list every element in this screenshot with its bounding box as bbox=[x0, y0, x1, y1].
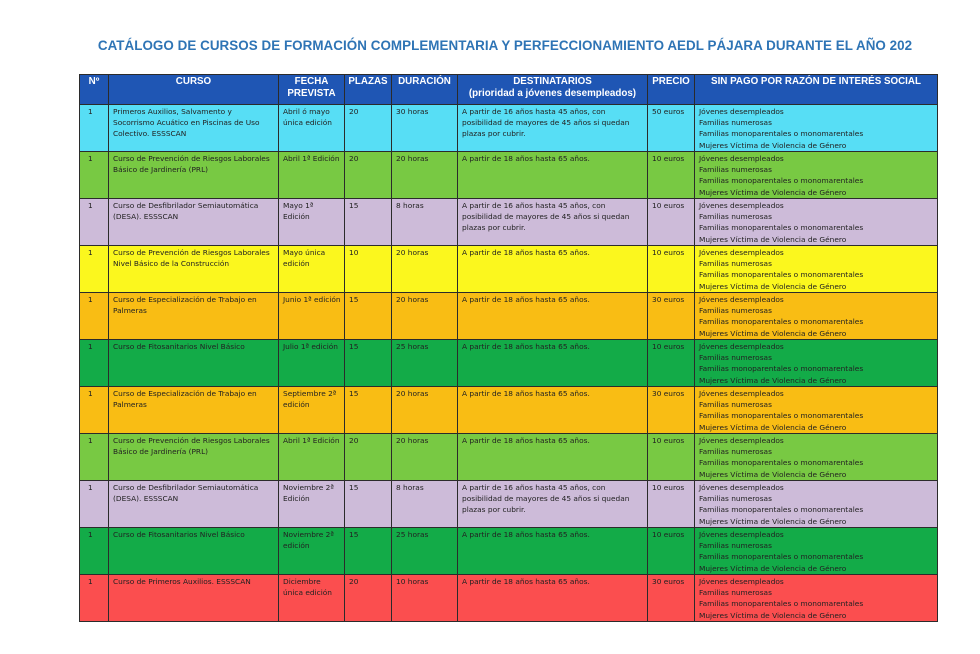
sin-pago-item: Familias monoparentales o monomarentales bbox=[699, 223, 864, 233]
course-catalog-table-wrapper bbox=[79, 74, 937, 622]
sin-pago-item: Familias numerosas bbox=[699, 118, 772, 128]
sin-pago-item: Familias monoparentales o monomarentales bbox=[699, 458, 864, 468]
cell-precio: 10 euros bbox=[648, 481, 695, 528]
table-row bbox=[80, 246, 938, 293]
sin-pago-item: Familias monoparentales o monomarentales bbox=[699, 552, 864, 562]
cell-duracion: 30 horas bbox=[392, 105, 458, 152]
sin-pago-item: Familias monoparentales o monomarentales bbox=[699, 270, 864, 280]
cell-num: 1 bbox=[80, 293, 109, 340]
header-num: Nº bbox=[80, 75, 109, 105]
header-destinatarios-title: DESTINATARIOS bbox=[513, 76, 592, 87]
cell-curso: Curso de Prevención de Riesgos Laborales Nivel Básico de la Construcción bbox=[109, 246, 279, 293]
cell-curso: Curso de Fitosanitarios Nivel Básico bbox=[109, 340, 279, 387]
sin-pago-item: Jóvenes desempleados bbox=[699, 201, 784, 210]
cell-duracion: 20 horas bbox=[392, 246, 458, 293]
header-fecha: FECHA PREVISTA bbox=[279, 75, 345, 105]
sin-pago-item: Familias numerosas bbox=[699, 541, 772, 551]
cell-destinatarios: A partir de 18 años hasta 65 años. bbox=[458, 152, 648, 199]
cell-duracion: 10 horas bbox=[392, 575, 458, 622]
cell-precio: 10 euros bbox=[648, 152, 695, 199]
sin-pago-item: Mujeres Víctima de Violencia de Género bbox=[699, 328, 847, 338]
cell-fecha: Mayo única edición bbox=[279, 246, 345, 293]
cell-curso: Curso de Primeros Auxilios. ESSSCAN bbox=[109, 575, 279, 622]
cell-curso: Curso de Prevención de Riesgos Laborales Básico de Jardinería (PRL) bbox=[109, 434, 279, 481]
sin-pago-item: Jóvenes desempleados bbox=[699, 389, 784, 398]
sin-pago-item: Mujeres Víctima de Violencia de Género bbox=[699, 469, 847, 479]
cell-num: 1 bbox=[80, 199, 109, 246]
sin-pago-item: Familias monoparentales o monomarentales bbox=[699, 364, 864, 374]
cell-sin-pago bbox=[695, 152, 938, 199]
cell-destinatarios: A partir de 18 años hasta 65 años. bbox=[458, 528, 648, 575]
cell-sin-pago bbox=[695, 293, 938, 340]
table-row bbox=[80, 528, 938, 575]
sin-pago-item: Jóvenes desempleados bbox=[699, 342, 784, 351]
sin-pago-item: Familias monoparentales o monomarentales bbox=[699, 317, 864, 327]
cell-sin-pago bbox=[695, 199, 938, 246]
cell-destinatarios: A partir de 18 años hasta 65 años. bbox=[458, 575, 648, 622]
sin-pago-item: Familias numerosas bbox=[699, 353, 772, 363]
sin-pago-item: Jóvenes desempleados bbox=[699, 295, 784, 304]
cell-duracion: 25 horas bbox=[392, 340, 458, 387]
cell-num: 1 bbox=[80, 434, 109, 481]
course-catalog-table bbox=[79, 74, 938, 622]
cell-curso: Curso de Especialización de Trabajo en Palmeras bbox=[109, 387, 279, 434]
cell-num: 1 bbox=[80, 105, 109, 152]
header-destinatarios-subtitle: (prioridad a jóvenes desempleados) bbox=[468, 88, 637, 99]
cell-fecha: Septiembre 2ª edición bbox=[279, 387, 345, 434]
sin-pago-item: Mujeres Víctima de Violencia de Género bbox=[699, 187, 847, 197]
cell-precio: 50 euros bbox=[648, 105, 695, 152]
cell-plazas: 15 bbox=[345, 340, 392, 387]
sin-pago-item: Mujeres Víctima de Violencia de Género bbox=[699, 516, 847, 526]
sin-pago-item: Mujeres Víctima de Violencia de Género bbox=[699, 234, 847, 244]
cell-precio: 30 euros bbox=[648, 575, 695, 622]
header-destinatarios bbox=[458, 75, 648, 105]
cell-fecha: Abril 1ª Edición bbox=[279, 434, 345, 481]
cell-fecha: Mayo 1ª Edición bbox=[279, 199, 345, 246]
sin-pago-item: Jóvenes desempleados bbox=[699, 248, 784, 257]
cell-sin-pago bbox=[695, 528, 938, 575]
table-header bbox=[80, 75, 938, 105]
cell-curso: Primeros Auxilios, Salvamento y Socorrismo Acuático en Piscinas de Uso Colectivo. ESSSCAN bbox=[109, 105, 279, 152]
cell-curso: Curso de Prevención de Riesgos Laborales Básico de Jardinería (PRL) bbox=[109, 152, 279, 199]
cell-sin-pago bbox=[695, 105, 938, 152]
cell-plazas: 15 bbox=[345, 199, 392, 246]
cell-destinatarios: A partir de 16 años hasta 45 años, con posibilidad de mayores de 45 años si quedan plazas por cubrir. bbox=[458, 481, 648, 528]
cell-num: 1 bbox=[80, 481, 109, 528]
cell-duracion: 20 horas bbox=[392, 293, 458, 340]
sin-pago-item: Familias numerosas bbox=[699, 165, 772, 175]
cell-num: 1 bbox=[80, 246, 109, 293]
cell-curso: Curso de Fitosanitarios Nivel Básico bbox=[109, 528, 279, 575]
cell-plazas: 20 bbox=[345, 152, 392, 199]
sin-pago-item: Familias numerosas bbox=[699, 494, 772, 504]
cell-duracion: 20 horas bbox=[392, 152, 458, 199]
cell-plazas: 20 bbox=[345, 105, 392, 152]
sin-pago-item: Familias monoparentales o monomarentales bbox=[699, 176, 864, 186]
cell-sin-pago bbox=[695, 575, 938, 622]
cell-num: 1 bbox=[80, 152, 109, 199]
table-body bbox=[80, 105, 938, 622]
cell-destinatarios: A partir de 18 años hasta 65 años. bbox=[458, 387, 648, 434]
sin-pago-item: Familias monoparentales o monomarentales bbox=[699, 129, 864, 139]
cell-num: 1 bbox=[80, 387, 109, 434]
cell-fecha: Noviembre 2ª Edición bbox=[279, 481, 345, 528]
sin-pago-item: Jóvenes desempleados bbox=[699, 577, 784, 586]
cell-duracion: 25 horas bbox=[392, 528, 458, 575]
cell-precio: 10 euros bbox=[648, 340, 695, 387]
cell-duracion: 20 horas bbox=[392, 434, 458, 481]
sin-pago-item: Familias numerosas bbox=[699, 212, 772, 222]
sin-pago-item: Mujeres Víctima de Violencia de Género bbox=[699, 422, 847, 432]
cell-destinatarios: A partir de 16 años hasta 45 años, con posibilidad de mayores de 45 años si quedan plazas por cubrir. bbox=[458, 105, 648, 152]
header-row bbox=[80, 75, 938, 105]
sin-pago-item: Jóvenes desempleados bbox=[699, 483, 784, 492]
cell-fecha: Abril ó mayo única edición bbox=[279, 105, 345, 152]
sin-pago-item: Familias monoparentales o monomarentales bbox=[699, 411, 864, 421]
sin-pago-item: Familias numerosas bbox=[699, 400, 772, 410]
cell-fecha: Noviembre 2ª edición bbox=[279, 528, 345, 575]
cell-sin-pago bbox=[695, 481, 938, 528]
table-row bbox=[80, 575, 938, 622]
sin-pago-item: Familias monoparentales o monomarentales bbox=[699, 505, 864, 515]
header-curso: CURSO bbox=[109, 75, 279, 105]
cell-plazas: 10 bbox=[345, 246, 392, 293]
table-row bbox=[80, 340, 938, 387]
sin-pago-item: Familias numerosas bbox=[699, 306, 772, 316]
cell-precio: 30 euros bbox=[648, 387, 695, 434]
header-precio: PRECIO bbox=[648, 75, 695, 105]
cell-sin-pago bbox=[695, 434, 938, 481]
cell-plazas: 15 bbox=[345, 293, 392, 340]
cell-destinatarios: A partir de 18 años hasta 65 años. bbox=[458, 246, 648, 293]
cell-precio: 10 euros bbox=[648, 528, 695, 575]
cell-duracion: 8 horas bbox=[392, 199, 458, 246]
cell-fecha: Julio 1ª edición bbox=[279, 340, 345, 387]
cell-num: 1 bbox=[80, 575, 109, 622]
sin-pago-item: Mujeres Víctima de Violencia de Género bbox=[699, 140, 847, 150]
cell-precio: 10 euros bbox=[648, 199, 695, 246]
table-row bbox=[80, 105, 938, 152]
table-row bbox=[80, 434, 938, 481]
cell-num: 1 bbox=[80, 340, 109, 387]
cell-plazas: 20 bbox=[345, 434, 392, 481]
sin-pago-item: Mujeres Víctima de Violencia de Género bbox=[699, 281, 847, 291]
sin-pago-item: Mujeres Víctima de Violencia de Género bbox=[699, 375, 847, 385]
cell-plazas: 20 bbox=[345, 575, 392, 622]
sin-pago-item: Jóvenes desempleados bbox=[699, 154, 784, 163]
cell-destinatarios: A partir de 18 años hasta 65 años. bbox=[458, 293, 648, 340]
cell-destinatarios: A partir de 18 años hasta 65 años. bbox=[458, 434, 648, 481]
sin-pago-item: Mujeres Víctima de Violencia de Género bbox=[699, 563, 847, 573]
sin-pago-item: Familias numerosas bbox=[699, 447, 772, 457]
sin-pago-item: Jóvenes desempleados bbox=[699, 107, 784, 116]
cell-duracion: 20 horas bbox=[392, 387, 458, 434]
sin-pago-item: Familias monoparentales o monomarentales bbox=[699, 599, 864, 609]
sin-pago-item: Familias numerosas bbox=[699, 588, 772, 598]
header-plazas: PLAZAS bbox=[345, 75, 392, 105]
cell-fecha: Junio 1ª edición bbox=[279, 293, 345, 340]
cell-plazas: 15 bbox=[345, 387, 392, 434]
sin-pago-item: Jóvenes desempleados bbox=[699, 530, 784, 539]
cell-plazas: 15 bbox=[345, 528, 392, 575]
cell-num: 1 bbox=[80, 528, 109, 575]
table-row bbox=[80, 152, 938, 199]
table-row bbox=[80, 293, 938, 340]
sin-pago-item: Jóvenes desempleados bbox=[699, 436, 784, 445]
cell-sin-pago bbox=[695, 340, 938, 387]
cell-plazas: 15 bbox=[345, 481, 392, 528]
cell-fecha: Diciembre única edición bbox=[279, 575, 345, 622]
cell-precio: 10 euros bbox=[648, 434, 695, 481]
document-title: CATÁLOGO DE CURSOS DE FORMACIÓN COMPLEMENTARIA Y PERFECCIONAMIENTO AEDL PÁJARA DURANTE EL AÑO 202 bbox=[97, 38, 913, 53]
table-row bbox=[80, 481, 938, 528]
cell-precio: 10 euros bbox=[648, 246, 695, 293]
cell-sin-pago bbox=[695, 387, 938, 434]
cell-destinatarios: A partir de 18 años hasta 65 años. bbox=[458, 340, 648, 387]
cell-precio: 30 euros bbox=[648, 293, 695, 340]
cell-destinatarios: A partir de 16 años hasta 45 años, con posibilidad de mayores de 45 años si quedan plazas por cubrir. bbox=[458, 199, 648, 246]
cell-duracion: 8 horas bbox=[392, 481, 458, 528]
sin-pago-item: Familias numerosas bbox=[699, 259, 772, 269]
cell-sin-pago bbox=[695, 246, 938, 293]
sin-pago-item: Mujeres Víctima de Violencia de Género bbox=[699, 610, 847, 620]
cell-curso: Curso de Desfibrilador Semiautomática (DESA). ESSSCAN bbox=[109, 481, 279, 528]
header-duracion: DURACIÓN bbox=[392, 75, 458, 105]
header-sin-pago: SIN PAGO POR RAZÓN DE INTERÉS SOCIAL bbox=[695, 75, 938, 105]
cell-curso: Curso de Especialización de Trabajo en Palmeras bbox=[109, 293, 279, 340]
cell-curso: Curso de Desfibrilador Semiautomática (DESA). ESSSCAN bbox=[109, 199, 279, 246]
table-row bbox=[80, 199, 938, 246]
cell-fecha: Abril 1ª Edición bbox=[279, 152, 345, 199]
table-row bbox=[80, 387, 938, 434]
